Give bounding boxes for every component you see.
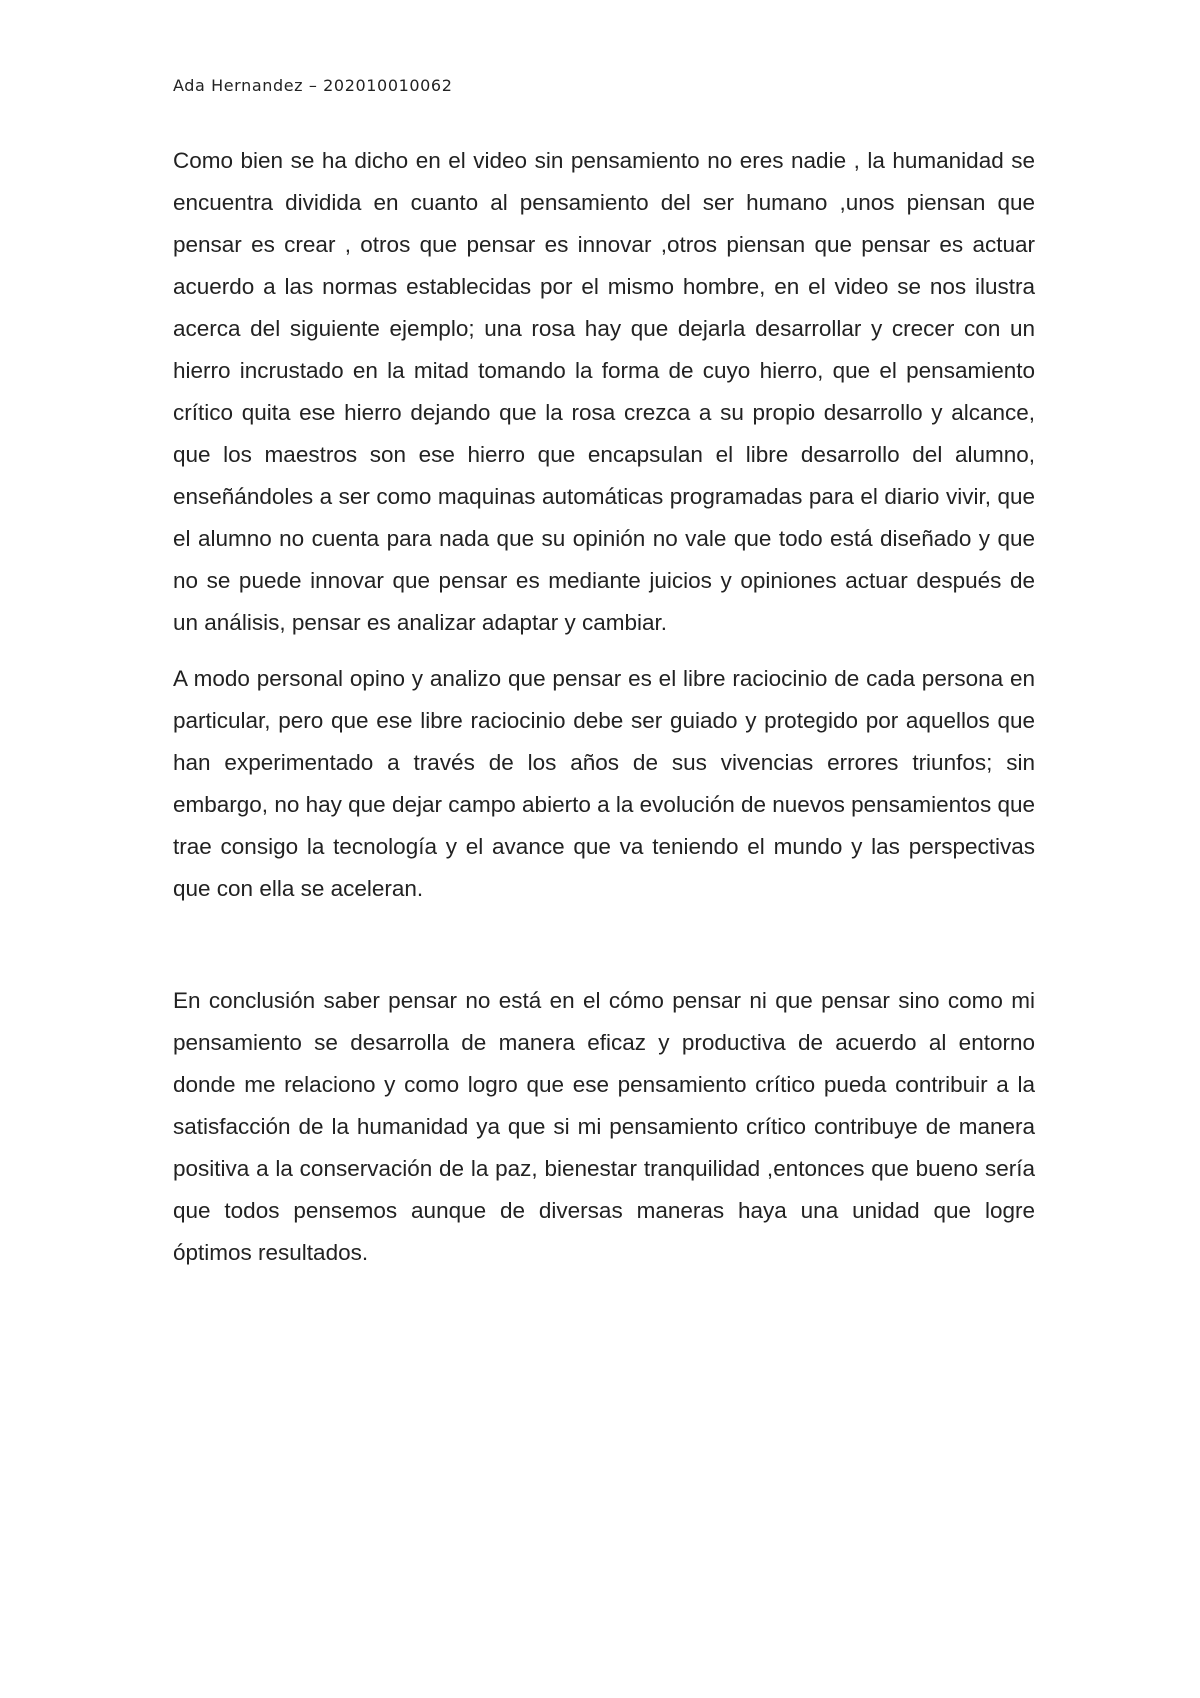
author-header: Ada Hernandez – 202010010062 xyxy=(173,76,453,95)
document-body xyxy=(173,140,1035,1274)
paragraph-2: A modo personal opino y analizo que pensar es el libre raciocinio de cada persona en particular, pero que ese libre raciocinio debe ser guiado y protegido por aquellos que han experimentado a través de los años de sus vivencias errores triunfos; sin embargo, no hay que dejar campo abierto a la evolución de nuevos pensamientos que trae consigo la tecnología y el avance que va teniendo el mundo y las perspectivas que con ella se aceleran. xyxy=(173,666,1035,901)
paragraph-1: Como bien se ha dicho en el video sin pensamiento no eres nadie , la humanidad se encuentra dividida en cuanto al pensamiento del ser humano ,unos piensan que pensar es crear , otros que pensar es innovar ,otros piensan que pensar es actuar acuerdo a las normas establecidas por el mismo hombre, en el video se nos ilustra acerca del siguiente ejemplo; una rosa hay que dejarla desarrollar y crecer con un hierro incrustado en la mitad tomando la forma de cuyo hierro, que el pensamiento crítico quita ese hierro dejando que la rosa crezca a su propio desarrollo y alcance, que los maestros son ese hierro que encapsulan el libre desarrollo del alumno, enseñándoles a ser como maquinas automáticas programadas para el diario vivir, que el alumno no cuenta para nada que su opinión no vale que todo está diseñado y que no se puede innovar que pensar es mediante juicios y opiniones actuar después de un análisis, pensar es analizar adaptar y cambiar. xyxy=(173,148,1035,635)
paragraph-3: En conclusión saber pensar no está en el cómo pensar ni que pensar sino como mi pensamiento se desarrolla de manera eficaz y productiva de acuerdo al entorno donde me relaciono y como logro que ese pensamiento crítico pueda contribuir a la satisfacción de la humanidad ya que si mi pensamiento crítico contribuye de manera positiva a la conservación de la paz, bienestar tranquilidad ,entonces que bueno sería que todos pensemos aunque de diversas maneras haya una unidad que logre óptimos resultados. xyxy=(173,988,1035,1265)
